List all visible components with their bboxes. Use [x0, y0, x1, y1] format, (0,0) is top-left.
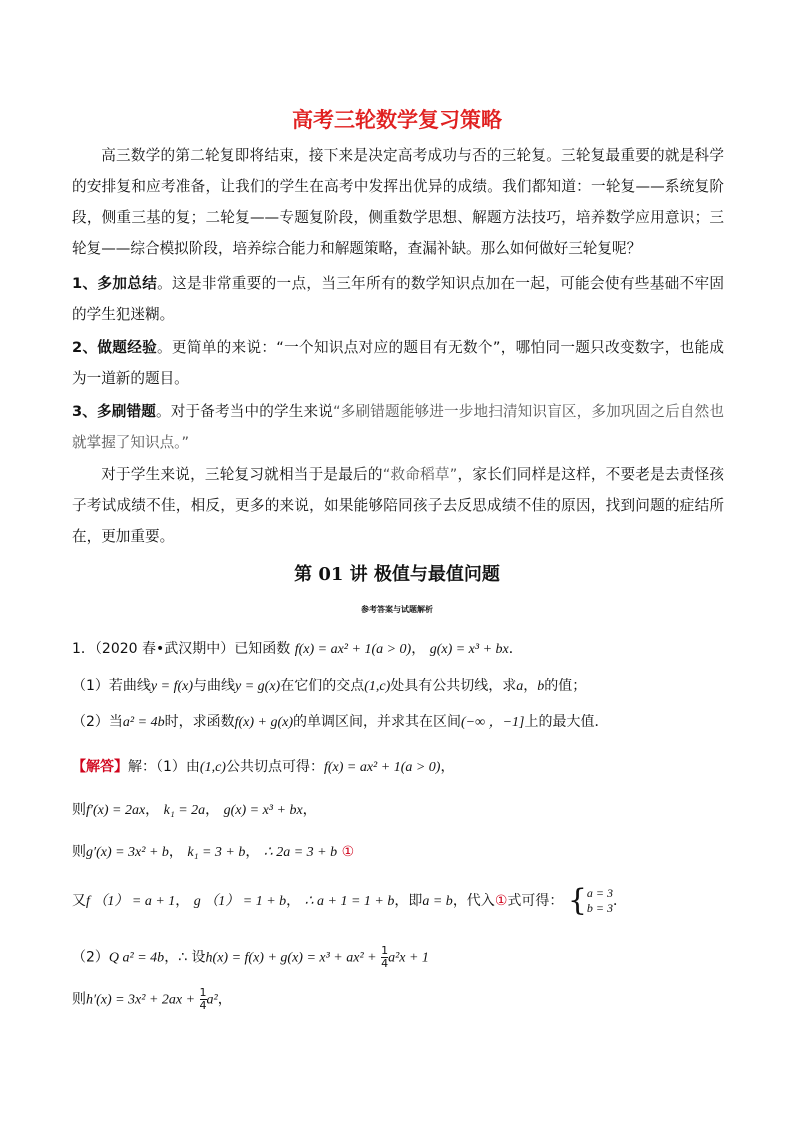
- solution-line-3: [72, 841, 354, 861]
- sol4-f1: f （1） = a + 1: [86, 894, 176, 909]
- tip-3: [72, 396, 724, 458]
- part1-curve-f: y = f(x): [150, 679, 194, 694]
- sol1-text-a: （1）由: [156, 759, 200, 775]
- sol2-g: g(x) = x³ + bx: [223, 803, 303, 818]
- closing-quote: “救命稻草”: [382, 466, 458, 483]
- sol6-fraction: [200, 987, 207, 1012]
- part2-interval: (−∞ ，−1]: [461, 715, 525, 730]
- system-brace: {: [567, 883, 587, 918]
- given-sep: ，: [411, 641, 426, 657]
- sol6-tail: a²: [206, 992, 218, 1008]
- sol5-frac-den: 4: [381, 957, 389, 970]
- part1-comma: ，: [523, 678, 538, 694]
- tip-3-quote: “多刷错题能够进一步地扫清知识盲区，多加巩固之后自然也就掌握了知识点。”: [72, 403, 724, 451]
- sol4-text-a: 又: [72, 893, 86, 909]
- sol3-therefore: ∴ 2a = 3 + b: [263, 845, 338, 860]
- sol1-f: f(x) = ax² + 1(a > 0): [323, 760, 441, 775]
- sol4-text-d: 式可得：: [507, 893, 564, 909]
- tip-2-body: 。更简单的来说：“一个知识点对应的题目有无数个”，哪怕同一题只改变数字，也能成为一道新的题目。: [72, 339, 725, 387]
- sol2-sep-1: ，: [145, 802, 160, 818]
- sol6-text-a: 则: [72, 991, 86, 1008]
- closing-text-a: 对于学生来说，三轮复习就相当于是最后的: [101, 466, 383, 483]
- given-g: g(x) = x³ + bx: [429, 642, 509, 657]
- sol1-text-b: 公共切点可得：: [225, 759, 324, 775]
- solution-line-6: [72, 987, 232, 1012]
- part1-var-b: b: [537, 679, 545, 694]
- sol6-hprime: h′(x) = 3x² + 2ax +: [86, 992, 196, 1008]
- solution-jie: 解：: [128, 759, 156, 775]
- sol4-sep-2: ，: [286, 893, 301, 909]
- lecture-title: 第 01 讲 极值与最值问题: [294, 564, 500, 585]
- part2-function: f(x) + g(x): [234, 715, 293, 730]
- sol2-k1: k₁ = 2a: [163, 803, 206, 818]
- solution-line-2: [72, 799, 317, 819]
- sol1-end: ，: [440, 759, 455, 775]
- sol4-circle-1: ①: [494, 893, 508, 909]
- system-eq-b: b = 3: [586, 901, 614, 915]
- sol4-eq: a = b: [422, 894, 453, 909]
- solution-line-5: [72, 945, 429, 970]
- sol4-g1: g （1） = 1 + b: [193, 894, 287, 909]
- part1-text-e: 的值；: [544, 678, 587, 694]
- given-end: ．: [508, 641, 523, 657]
- tip-2-heading: 2、做题经验: [72, 339, 158, 356]
- tip-2: [72, 332, 724, 394]
- system-eq-a: a = 3: [586, 886, 614, 900]
- part-2-question: [72, 711, 609, 731]
- sol1-point: (1,c): [199, 760, 226, 775]
- part1-curve-g: y = g(x): [235, 679, 281, 694]
- sol5-text-b: ，∴ 设: [164, 949, 206, 966]
- part1-text-b: 与曲线: [193, 678, 236, 694]
- sol6-frac-den: 4: [199, 999, 207, 1012]
- sol4-end: ．: [613, 893, 628, 909]
- sol3-sep-1: ，: [168, 844, 183, 860]
- part2-text-c: 的单调区间，并求其在区间: [293, 714, 461, 730]
- closing-text-b: ，家长们同样是这样，不要老是去责怪孩子考试成绩不佳，相反，更多的来说，如果能够陪同孩子去反思成绩不佳的原因，找到问题的症结所在，更加重要。: [72, 466, 724, 545]
- sol5-frac-num: 1: [381, 944, 389, 957]
- tip-1-heading: 1、多加总结: [72, 275, 158, 292]
- part1-text-a: （1）若曲线: [72, 678, 151, 694]
- sol3-circle-1: ①: [341, 844, 355, 860]
- part2-condition: a² = 4b: [122, 715, 165, 730]
- answer-subheading: 参考答案与试题解析: [361, 605, 433, 614]
- problem-source: （2020 春•武汉期中）已知函数: [94, 641, 291, 657]
- sol4-text-c: ，代入: [452, 893, 495, 909]
- sol5-fraction: [381, 945, 388, 970]
- sol2-sep-3: ，: [302, 802, 317, 818]
- tip-1-body: 。这是非常重要的一点，当三年所有的数学知识点加在一起，可能会使有些基础不牢固的学生犯迷糊。: [72, 275, 724, 323]
- part1-var-a: a: [516, 679, 524, 694]
- tip-1: [72, 268, 724, 330]
- sol6-end: ，: [217, 991, 232, 1008]
- sol5-h: h(x) = f(x) + g(x) = x³ + ax² +: [205, 950, 377, 966]
- sol2-sep-2: ，: [205, 802, 220, 818]
- solution-line-1: [72, 756, 454, 776]
- sol3-gprime: g′(x) = 3x² + b: [86, 845, 169, 860]
- closing-paragraph: [72, 459, 724, 552]
- intro-paragraph: 高三数学的第二轮复即将结束，接下来是决定高考成功与否的三轮复。三轮复最重要的就是科学的安排复和应考准备，让我们的学生在高考中发挥出优异的成绩。我们都知道：一轮复——系统复阶段，侧重三基的复；二轮复——专题复阶段，侧重数学思想、解题方法技巧，培养数学应用意识；三轮复——综合模拟阶段，培养综合能力和解题策略，查漏补缺。那么如何做好三轮复呢？: [72, 147, 724, 257]
- given-f: f(x) = ax² + 1(a > 0): [294, 642, 412, 657]
- sol6-frac-num: 1: [199, 986, 207, 999]
- solution-line-4: [72, 883, 628, 918]
- part1-text-c: 在它们的交点: [280, 678, 365, 694]
- part1-point: (1,c): [364, 679, 391, 694]
- problem-number: 1．: [72, 641, 95, 657]
- tip-3-heading: 3、多刷错题: [72, 403, 157, 420]
- part2-text-b: 时，求函数: [164, 714, 235, 730]
- tip-3-body: 。对于备考当中的学生来说: [156, 403, 334, 420]
- sol5-given: Q a² = 4b: [108, 950, 165, 966]
- system-equations: [587, 886, 613, 916]
- part2-text-a: （2）当: [72, 714, 123, 730]
- sol5-tail: a²x + 1: [388, 950, 429, 966]
- problem-line: [72, 638, 523, 658]
- solution-label: 【解答】: [72, 759, 128, 775]
- sol3-k1: k₁ = 3 + b: [187, 845, 246, 860]
- page-title: 高考三轮数学复习策略: [292, 108, 502, 132]
- sol3-text-a: 则: [72, 844, 86, 860]
- sol4-text-b: ，即: [394, 893, 423, 909]
- sol2-text-a: 则: [72, 802, 86, 818]
- sol3-sep-2: ，: [245, 844, 260, 860]
- part1-text-d: 处具有公共切线，求: [390, 678, 517, 694]
- part2-text-d: 上的最大值．: [524, 714, 609, 730]
- sol5-text-a: （2）: [72, 949, 109, 966]
- part-1-question: [72, 675, 586, 695]
- sol4-sep-1: ，: [175, 893, 190, 909]
- sol4-therefore: ∴ a + 1 = 1 + b: [304, 894, 395, 909]
- sol2-fprime: f′(x) = 2ax: [86, 803, 146, 818]
